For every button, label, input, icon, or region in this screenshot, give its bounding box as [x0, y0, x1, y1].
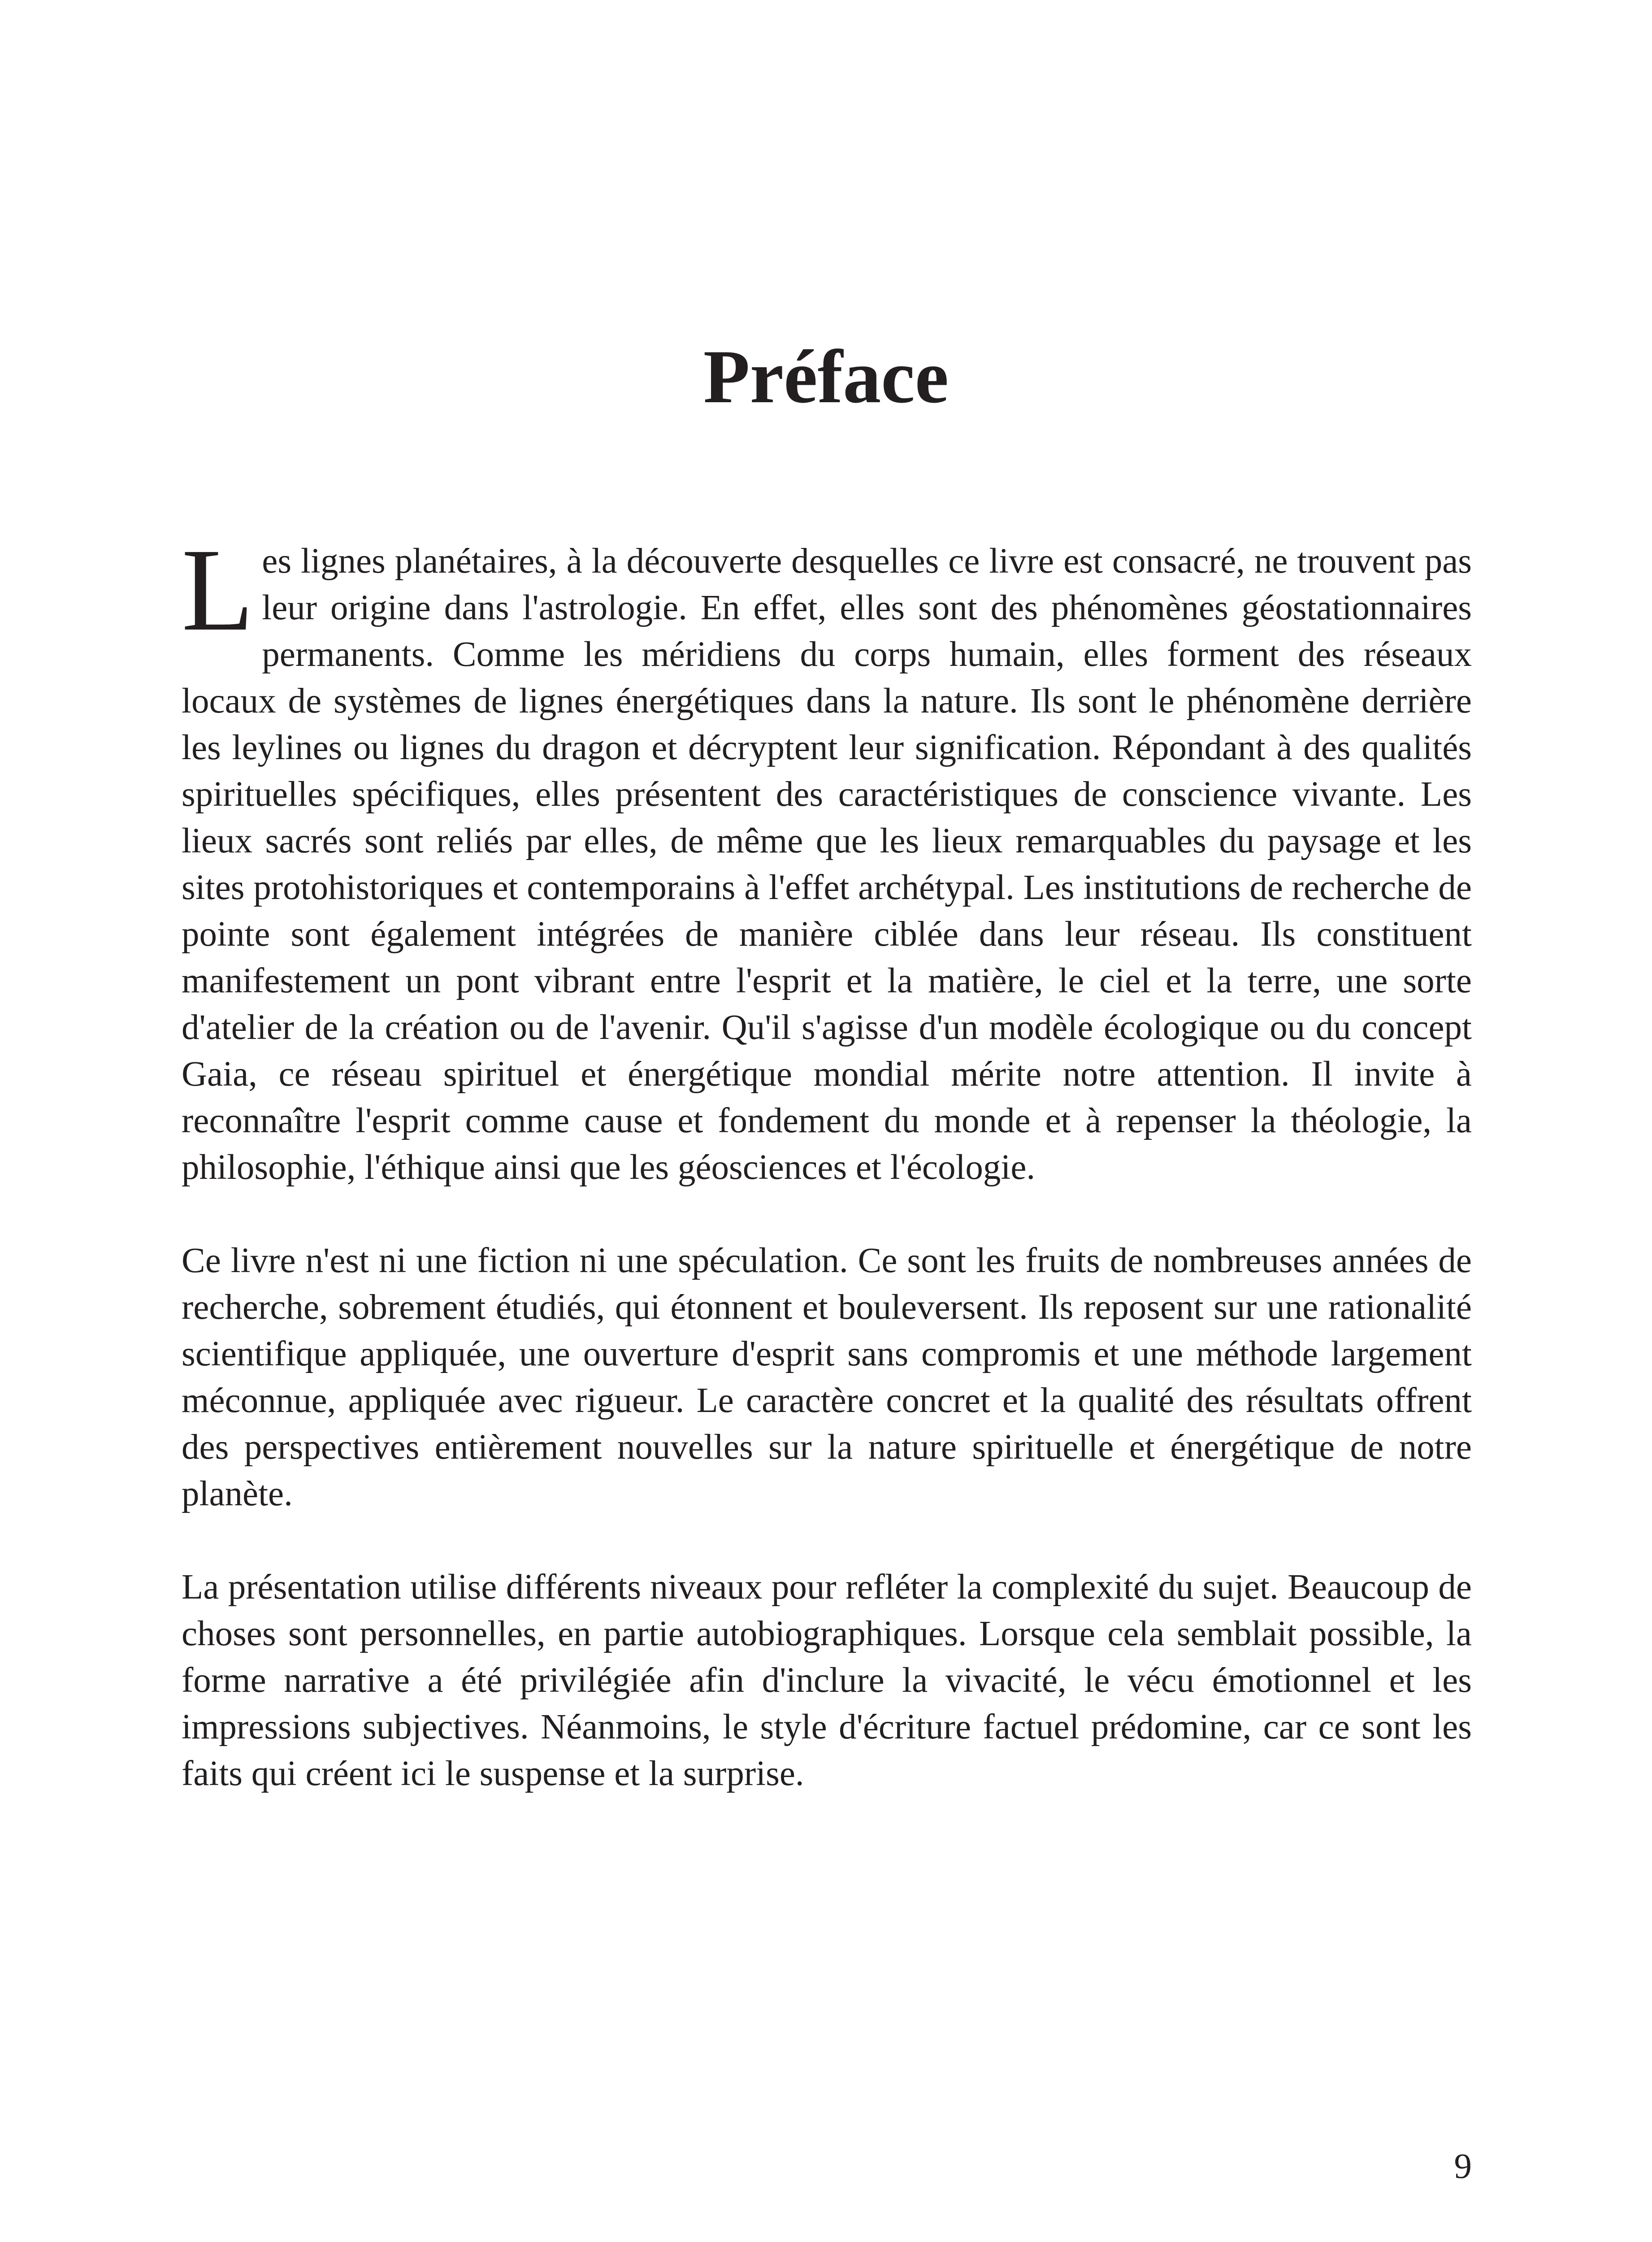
paragraph-2: Ce livre n'est ni une fiction ni une spéculation. Ce sont les fruits de nombreuses années de recherche, sobrement étudiés, qui étonnent et bouleversent. Ils reposent sur une rationalité scientifique appliquée, une ouverture d'esprit sans compromis et une méthode largement méconnue, appliquée avec rigueur. Le caractère concret et la qualité des résultats offrent des perspectives entièrement nouvelles sur la nature spirituelle et énergétique de notre planète. — [182, 1241, 1472, 1513]
body-text — [182, 525, 1472, 1844]
paragraph-1 — [182, 525, 1472, 1191]
page-title: Préface — [703, 335, 949, 419]
paragraph-3: La présentation utilise différents niveaux pour refléter la complexité du sujet. Beaucoup de choses sont personnelles, en partie autobiographiques. Lorsque cela semblait possible, la forme narrative a été privilégiée afin d'inclure la vivacité, le vécu émotionnel et les impressions subjectives. Néanmoins, le style d'écriture factuel prédomine, car ce sont les faits qui créent ici le suspense et la surprise. — [182, 1568, 1472, 1793]
drop-cap: L — [182, 525, 254, 656]
paragraph-1-text: es lignes planétaires, à la découverte desquelles ce livre est consacré, ne trouvent pas leur origine dans l'astrologie. En effet, elles sont des phénomènes géostationnaires permanents. Comme les méridiens du corps humain, elles forment des réseaux locaux de systèmes de lignes énergétiques dans la nature. Ils sont le phénomène derrière les leylines ou lignes du dragon et décryptent leur signification. Répondant à des qualités spirituelles spécifiques, elles présentent des caractéristiques de conscience vivante. Les lieux sacrés sont reliés par elles, de même que les lieux remarquables du paysage et les sites protohistoriques et contemporains à l'effet archétypal. Les institutions de recherche de pointe sont également intégrées de manière ciblée dans leur réseau. Ils constituent manifestement un pont vibrant entre l'esprit et la matière, le ciel et la terre, une sorte d'atelier de la création ou de l'avenir. Qu'il s'agisse d'un modèle écologique ou du concept Gaia, ce réseau spirituel et énergétique mondial mérite notre attention. Il invite à reconnaître l'esprit comme cause et fondement du monde et à repenser la théologie, la philosophie, l'éthique ainsi que les géosciences et l'écologie. — [182, 542, 1472, 1187]
page-number: 9 — [1454, 2147, 1472, 2186]
